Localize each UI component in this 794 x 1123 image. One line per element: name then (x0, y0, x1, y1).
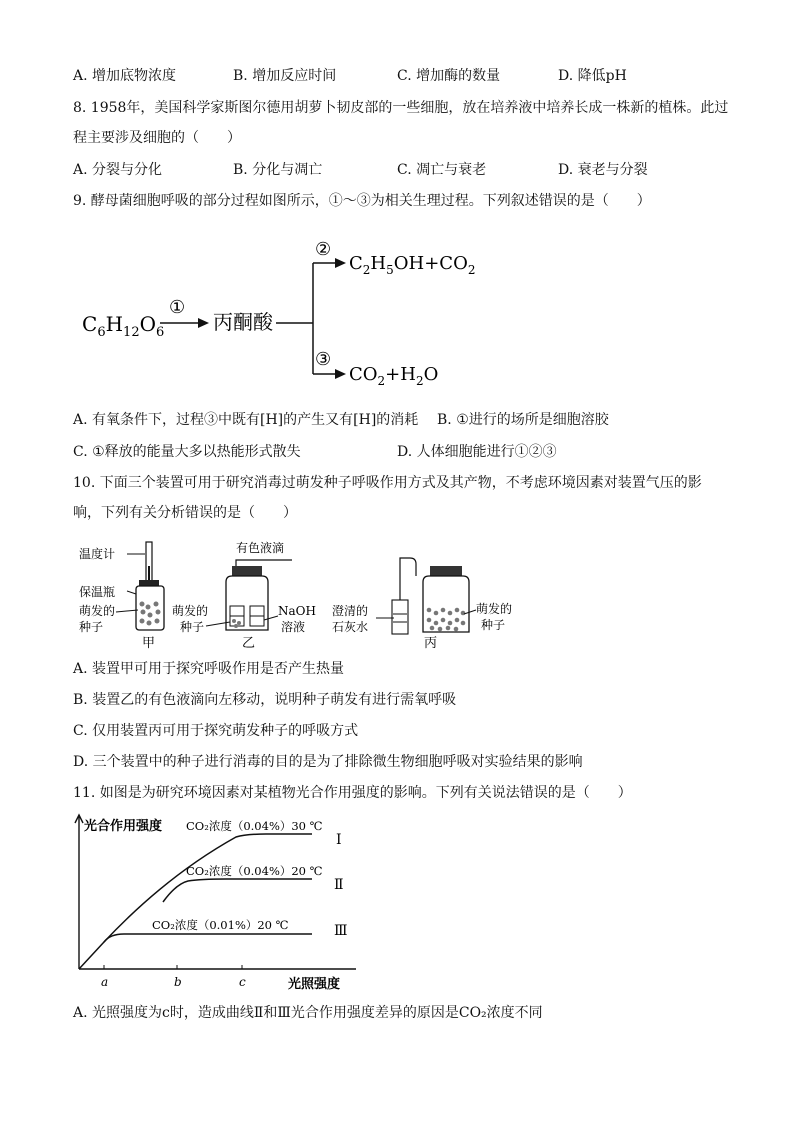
ethanol-co2-formula: $C_2H_5OH+CO_2$ (349, 253, 476, 277)
curve-3-numeral: Ⅲ (334, 923, 348, 939)
q9-respiration-diagram (70, 228, 490, 398)
q9-option-a: A. 有氧条件下，过程③中既有[H]的产生又有[H]的消耗 (73, 412, 419, 428)
x-tick-label: c (239, 975, 246, 989)
q7-option-b: B. 增加反应时间 (233, 68, 337, 84)
q9-option-c: C. ①释放的能量大多以热能形式散失 (73, 444, 301, 460)
q10-option-b: B. 装置乙的有色液滴向左移动，说明种子萌发有进行需氧呼吸 (73, 692, 457, 708)
curve-1-condition-label: CO₂浓度（0.04%）30 ℃ (186, 819, 323, 833)
step1-marker: ① (169, 297, 186, 318)
curve-1-numeral: Ⅰ (336, 832, 342, 848)
arrow-step3-icon (335, 369, 346, 379)
y-axis-label: 光合作用强度 (84, 819, 163, 834)
q10-apparatus-figure (76, 536, 536, 652)
drop-label: 有色液滴 (236, 541, 285, 555)
co2-water-formula: $CO_2+H_2O$ (349, 364, 439, 388)
seeds-c-label2: 种子 (481, 618, 506, 632)
stopper-b-icon (232, 566, 262, 576)
q8-stem-line2: 程主要涉及细胞的（ ） (73, 130, 241, 146)
q11-stem: 11. 如图是为研究环境因素对某植物光合作用强度的影响。下列有关说法错误的是（ ） (73, 785, 632, 801)
curve-3 (104, 934, 312, 942)
q8-option-b: B. 分化与凋亡 (233, 162, 323, 178)
arrow-step2-icon (335, 258, 346, 268)
seeds-c-label1: 萌发的 (476, 602, 513, 616)
naoh-label2: 溶液 (281, 620, 306, 634)
seeds-b-label2: 种子 (180, 620, 205, 634)
curve-2-numeral: Ⅱ (334, 877, 344, 893)
q8-stem-line1: 8. 1958年，美国科学家斯图尔德用胡萝卜韧皮部的一些细胞，放在培养液中培养长成一株新的植株。此过 (73, 100, 729, 116)
apparatus-a-label: 甲 (142, 636, 156, 651)
q9-option-b: B. ①进行的场所是细胞溶胶 (437, 412, 609, 428)
q10-stem-line2: 响，下列有关分析错误的是（ ） (73, 505, 297, 521)
q9-stem: 9. 酵母菌细胞呼吸的部分过程如图所示，①～③为相关生理过程。下列叙述错误的是（ ） (73, 193, 651, 209)
q10-option-d: D. 三个装置中的种子进行消毒的目的是为了排除微生物细胞呼吸对实验结果的影响 (73, 754, 583, 770)
q8-option-a: A. 分裂与分化 (73, 162, 163, 178)
q10-stem-line1: 10. 下面三个装置可用于研究消毒过萌发种子呼吸作用方式及其产物，不考虑环境因素对装置气压的影 (73, 475, 702, 491)
stopper-c-icon (430, 566, 462, 576)
apparatus-b-label: 乙 (242, 636, 256, 651)
q8-option-d: D. 衰老与分裂 (558, 162, 648, 178)
step2-marker: ② (315, 239, 332, 260)
q11-option-a: A. 光照强度为c时，造成曲线Ⅱ和Ⅲ光合作用强度差异的原因是CO₂浓度不同 (73, 1005, 543, 1021)
curve-2-condition-label: CO₂浓度（0.04%）20 ℃ (186, 864, 323, 878)
glucose-formula: $C_6H_{12}O_6$ (82, 312, 165, 340)
curve-1 (79, 834, 312, 969)
limewater-label1: 澄清的 (332, 604, 369, 618)
q11-photosynthesis-chart (66, 812, 366, 994)
seeds-a-label1: 萌发的 (79, 604, 116, 618)
naoh-label1: NaOH (278, 604, 316, 618)
x-tick-label: a (101, 975, 109, 989)
limewater-label2: 石灰水 (332, 620, 369, 634)
apparatus-c-label: 丙 (424, 636, 438, 651)
pyruvate-label: 丙酮酸 (213, 310, 273, 334)
q8-option-c: C. 凋亡与衰老 (397, 162, 487, 178)
flask-label: 保温瓶 (79, 585, 116, 599)
arrow-step1-icon (198, 318, 209, 328)
x-axis-label: 光照强度 (288, 977, 341, 992)
x-tick-label: b (174, 975, 182, 989)
limewater-tube-icon (392, 600, 408, 634)
curve-2 (163, 879, 312, 902)
q7-option-d: D. 降低pH (558, 68, 627, 84)
q10-option-a: A. 装置甲可用于探究呼吸作用是否产生热量 (73, 661, 345, 677)
seeds-a-label2: 种子 (79, 620, 104, 634)
step3-marker: ③ (315, 349, 332, 370)
q10-option-c: C. 仅用装置丙可用于探究萌发种子的呼吸方式 (73, 723, 359, 739)
q7-option-a: A. 增加底物浓度 (73, 68, 177, 84)
thermometer-label: 温度计 (79, 547, 116, 561)
q7-option-c: C. 增加酶的数量 (397, 68, 501, 84)
curve-3-condition-label: CO₂浓度（0.01%）20 ℃ (152, 918, 289, 932)
q9-option-d: D. 人体细胞能进行①②③ (397, 444, 557, 460)
seeds-b-label1: 萌发的 (172, 604, 209, 618)
